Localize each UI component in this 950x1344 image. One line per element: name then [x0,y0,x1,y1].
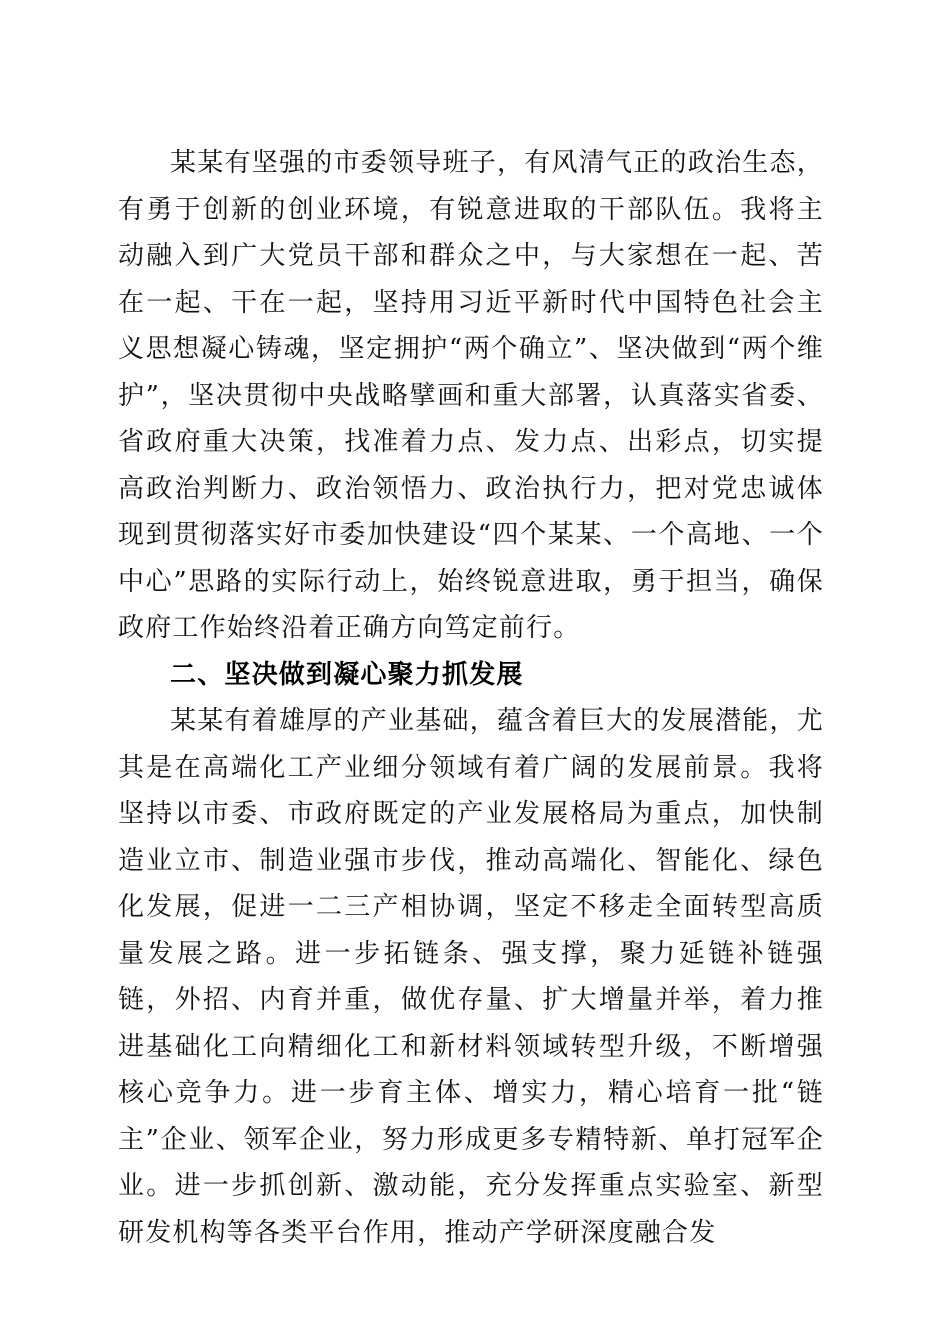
section-heading-2: 二、坚决做到凝心聚力抓发展 [170,659,524,690]
paragraph-2: 某某有着雄厚的产业基础，蕴含着巨大的发展潜能，尤其是在高端化工产业细分领域有着广阔的发展前景。我将坚持以市委、市政府既定的产业发展格局为重点，加快制造业立市、制造业强市步伐，推动高端化、智能化、绿色化发展，促进一二三产相协调，坚定不移走全面转型高质量发展之路。进一步拓链条、强支撑，聚力延链补链强链，外招、内育并重，做优存量、扩大增量并举，着力推进基础化工向精细化工和新材料领域转型升级，不断增强核心竞争力。进一步育主体、增实力，精心培育一批“链主”企业、领军企业，努力形成更多专精特新、单打冠军企业。进一步抓创新、激动能，充分发挥重点实验室、新型研发机构等各类平台作用，推动产学研深度融合发 [118,706,824,1248]
paragraph-1: 某某有坚强的市委领导班子，有风清气正的政治生态，有勇于创新的创业环境，有锐意进取的干部队伍。我将主动融入到广大党员干部和群众之中，与大家想在一起、苦在一起、干在一起，坚持用习近平新时代中国特色社会主义思想凝心铸魂，坚定拥护“两个确立”、坚决做到“两个维护”，坚决贯彻中央战略擘画和重大部署，认真落实省委、省政府重大决策，找准着力点、发力点、出彩点，切实提高政治判断力、政治领悟力、政治执行力，把对党忠诚体现到贯彻落实好市委加快建设“四个某某、一个高地、一个中心”思路的实际行动上，始终锐意进取，勇于担当，确保政府工作始终沿着正确方向笃定前行。 [118,148,824,643]
document-body [118,140,824,1256]
